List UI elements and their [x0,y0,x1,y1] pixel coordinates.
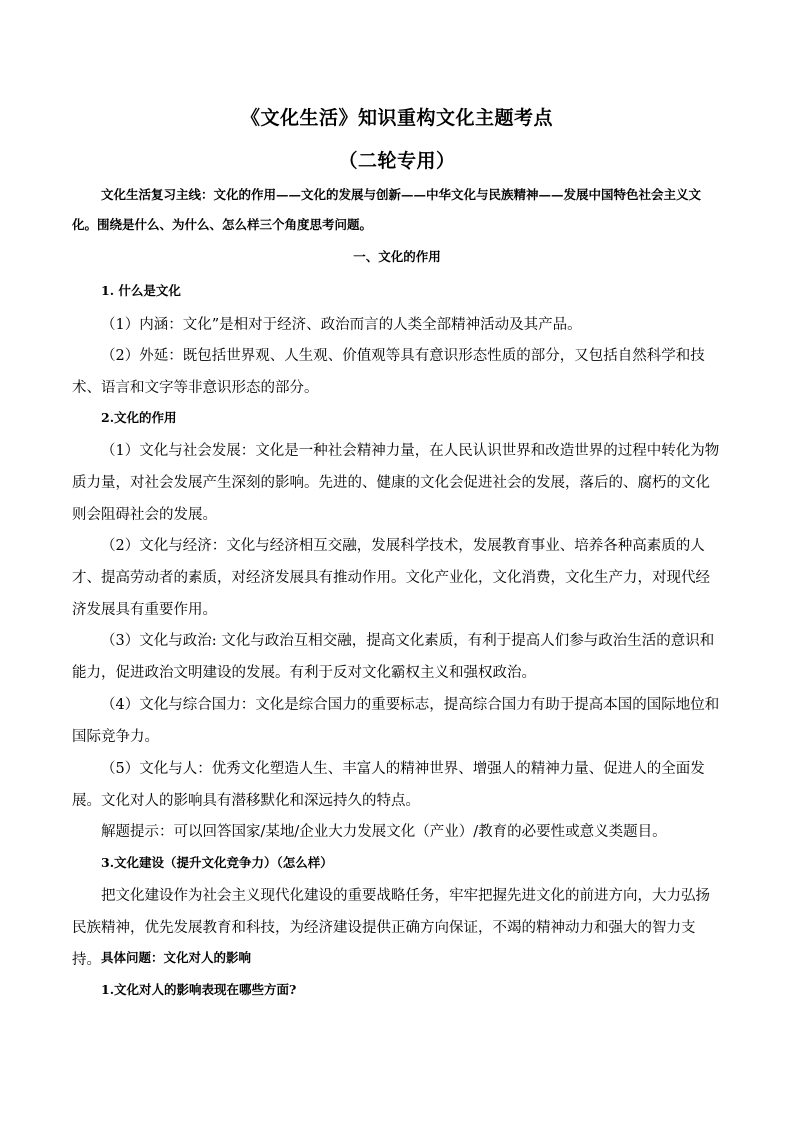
heading-specific-question: 具体问题：文化对人的影响 [101,950,252,965]
intro-paragraph: 文化生活复习主线：文化的作用——文化的发展与创新——中华文化与民族精神——发展中国特色社会主义文化。围绕是什么、为什么、怎么样三个角度思考问题。 [72,187,702,232]
paragraph-hint: 解题提示：可以回答国家/某地/企业大力发展文化（产业）/教育的必要性或意义类题目。 [101,824,667,840]
document-subtitle: （二轮专用） [338,150,456,172]
paragraph-connotation: （1）内涵：文化”是相对于经济、政治而言的人类全部精神活动及其产品。 [101,317,582,333]
paragraph-cultural-construction: 把文化建设作为社会主义现代化建设的重要战略任务，牢牢把握先进文化的前进方向，大力弘扬民族精神，优先发展教育和科技，为经济建设提供正确方向保证，不竭的精神动力和强大的智力支持。 [72,888,710,968]
heading-what-is-culture: 1. 什么是文化 [101,283,181,298]
heading-culture-influence: 1.文化对人的影响表现在哪些方面? [101,982,297,997]
heading-cultural-construction: 3.文化建设（提升文化竞争力）（怎么样） [101,855,333,870]
document-title: 《文化生活》知识重构文化主题考点 [240,107,553,129]
paragraph-culture-economy: （2）文化与经济：文化与经济相互交融，发展科学技术，发展教育事业、培养各种高素质的人才、提高劳动者的素质，对经济发展具有推动作用。文化产业化，文化消费，文化生产力，对现代经济发展具有重要作用。 [72,538,710,618]
paragraph-culture-society: （1）文化与社会发展：文化是一种社会精神力量，在人民认识世界和改造世界的过程中转化为物质力量，对社会发展产生深刻的影响。先进的、健康的文化会促进社会的发展，落后的、腐朽的文化则会阻碍社会的发展。 [72,443,720,523]
paragraph-culture-person: （5）文化与人：优秀文化塑造人生、丰富人的精神世界、增强人的精神力量、促进人的全面发展。文化对人的影响具有潜移默化和深远持久的特点。 [72,761,705,809]
paragraph-extension: （2）外延：既包括世界观、人生观、价值观等具有意识形态性质的部分，又包括自然科学和技术、语言和文字等非意识形态的部分。 [72,348,705,396]
heading-role-of-culture: 2.文化的作用 [101,410,177,425]
paragraph-culture-politics: （3）文化与政治: 文化与政治互相交融，提高文化素质，有利于提高人们参与政治生活的意识和能力，促进政治文明建设的发展。有利于反对文化霸权主义和强权政治。 [72,633,715,681]
paragraph-culture-national-power: （4）文化与综合国力：文化是综合国力的重要标志，提高综合国力有助于提高本国的国际地位和国际竞争力。 [72,697,720,745]
section-heading: 一、文化的作用 [353,249,441,264]
